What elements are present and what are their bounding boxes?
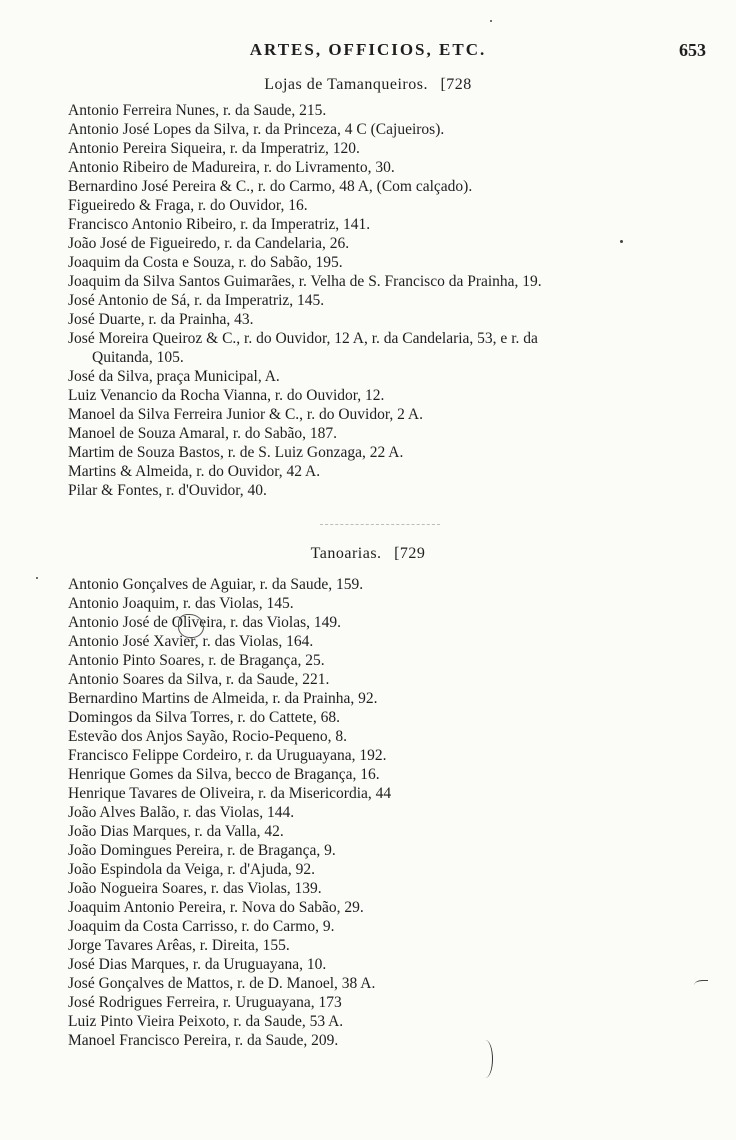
ink-speck [620,240,623,243]
pencil-checkmark-icon [178,614,204,638]
list-item: Antonio Gonçalves de Aguiar, r. da Saude, 159. [68,576,364,593]
list-item: João Nogueira Soares, r. das Violas, 139. [68,880,322,897]
list-item: Martim de Souza Bastos, r. de S. Luiz Gonzaga, 22 A. [68,444,404,461]
list-item: José Rodrigues Ferreira, r. Uruguayana, 173 [68,994,342,1011]
list-item: Martins & Almeida, r. do Ouvidor, 42 A. [68,463,321,480]
list-item: Joaquim da Costa Carrisso, r. do Carmo, 9. [68,918,335,935]
ink-speck [490,20,492,22]
list-item: Joaquim da Silva Santos Guimarães, r. Velha de S. Francisco da Prainha, 19. [68,273,542,290]
list-item: João Dias Marques, r. da Valla, 42. [68,823,284,840]
section-divider [320,524,440,525]
ink-speck [36,577,38,579]
section-title: Tanoarias. [310,545,382,562]
entry-list-tanoarias [0,575,736,1050]
list-item: Luiz Venancio da Rocha Vianna, r. do Ouvidor, 12. [68,387,385,404]
list-item: José Gonçalves de Mattos, r. de D. Manoel, 38 A. [68,975,376,992]
list-item: José Antonio de Sá, r. da Imperatriz, 145. [68,292,325,309]
section-number: [729 [394,545,426,562]
list-item: Joaquim da Costa e Souza, r. do Sabão, 195. [68,254,343,271]
section-heading-lojas-de-tamanqueiros [0,76,736,94]
list-item: Antonio Soares da Silva, r. da Saude, 221. [68,671,330,688]
list-item: Francisco Felippe Cordeiro, r. da Uruguayana, 192. [68,747,387,764]
list-item: José da Silva, praça Municipal, A. [68,368,280,385]
list-item: Bernardino Martins de Almeida, r. da Prainha, 92. [68,690,378,707]
list-item: João José de Figueiredo, r. da Candelaria, 26. [68,235,350,252]
running-header [0,40,736,66]
list-item: Antonio Pereira Siqueira, r. da Imperatriz, 120. [68,140,360,157]
list-item: Antonio José Xavier, r. das Violas, 164. [68,633,314,650]
list-item: Henrique Gomes da Silva, becco de Bragança, 16. [68,766,380,783]
section-number: [728 [440,76,472,93]
list-item: Manoel Francisco Pereira, r. da Saude, 209. [68,1032,339,1049]
list-item: Antonio José Lopes da Silva, r. da Princeza, 4 C (Cajueiros). [68,121,445,138]
list-item-line-2: Quitanda, 105. [92,349,184,366]
page-number: 653 [679,40,706,60]
list-item: Manoel de Souza Amaral, r. do Sabão, 187. [68,425,338,442]
list-item: Antonio Ferreira Nunes, r. da Saude, 215. [68,102,327,119]
list-item: José Duarte, r. da Prainha, 43. [68,311,254,328]
section-title: Lojas de Tamanqueiros. [264,76,428,93]
list-item: Antonio Ribeiro de Madureira, r. do Livramento, 30. [68,159,395,176]
pencil-bracket-mark [478,1040,493,1078]
list-item: João Alves Balão, r. das Violas, 144. [68,804,295,821]
list-item: Bernardino José Pereira & C., r. do Carmo, 48 A, (Com calçado). [68,178,473,195]
list-item: Estevão dos Anjos Sayão, Rocio-Pequeno, 8. [68,728,347,745]
list-item: Jorge Tavares Arêas, r. Direita, 155. [68,937,290,954]
list-item: Henrique Tavares de Oliveira, r. da Misericordia, 44 [68,785,392,802]
running-title: ARTES, OFFICIOS, ETC. [249,40,487,59]
list-item: Figueiredo & Fraga, r. do Ouvidor, 16. [68,197,308,214]
list-item: Pilar & Fontes, r. d'Ouvidor, 40. [68,482,267,499]
list-item: José Dias Marques, r. da Uruguayana, 10. [68,956,327,973]
list-item: Joaquim Antonio Pereira, r. Nova do Sabão, 29. [68,899,364,916]
list-item: Manoel da Silva Ferreira Junior & C., r. do Ouvidor, 2 A. [68,406,423,423]
list-item-line-1: José Moreira Queiroz & C., r. do Ouvidor, 12 A, r. da Candelaria, 53, e r. da [68,330,538,347]
list-item: Antonio José de Oliveira, r. das Violas, 149. [68,614,342,631]
list-item: João Espindola da Veiga, r. d'Ajuda, 92. [68,861,316,878]
list-item: Antonio Pinto Soares, r. de Bragança, 25. [68,652,325,669]
list-item: Domingos da Silva Torres, r. do Cattete, 68. [68,709,340,726]
margin-pencil-stroke [694,980,708,989]
section-heading-tanoarias [0,545,736,563]
list-item: João Domingues Pereira, r. de Bragança, 9. [68,842,336,859]
list-item: Antonio Joaquim, r. das Violas, 145. [68,595,294,612]
entry-list-tamanqueiros [0,101,736,500]
list-item: Francisco Antonio Ribeiro, r. da Imperatriz, 141. [68,216,371,233]
list-item: Luiz Pinto Vieira Peixoto, r. da Saude, 53 A. [68,1013,344,1030]
list-item-multiline [0,329,736,367]
